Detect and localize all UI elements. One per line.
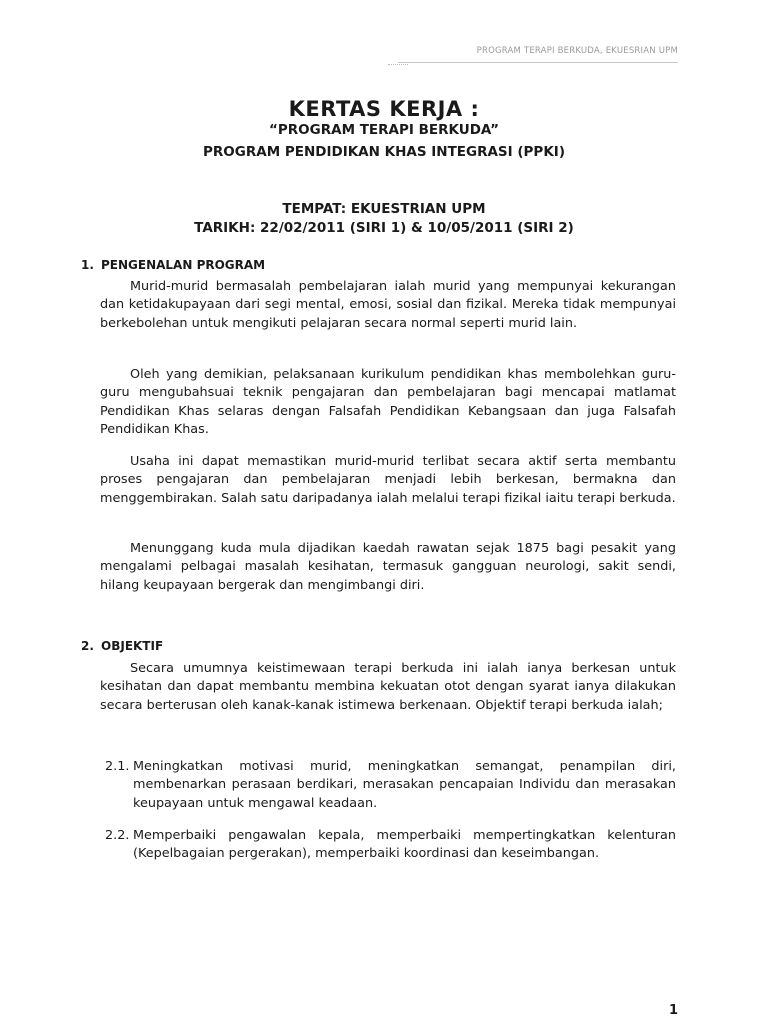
section-heading bbox=[81, 639, 163, 653]
paragraph: Murid-murid bermasalah pembelajaran ialah murid yang mempunyai kekurangan dan ketidakupayaan dari segi mental, emosi, sosial dan fizikal. Mereka tidak mempunyai berkebolehan untuk mengikuti pelajaran secara normal seperti murid lain. bbox=[100, 279, 676, 331]
section-number: 1. bbox=[81, 258, 94, 272]
list-item-text: Memperbaiki pengawalan kepala, memperbaiki mempertingkatkan kelenturan (Kepelbagaian pergerakan), memperbaiki koordinasi dan keseimbangan. bbox=[133, 828, 676, 862]
header-rule bbox=[398, 62, 678, 63]
paragraph: Usaha ini dapat memastikan murid-murid terlibat secara aktif serta membantu proses pengajaran dan pembelajaran menjadi lebih berkesan, bermakna dan menggembirakan. Salah satu daripadanya ialah melalui terapi fizikal iaitu terapi berkuda. bbox=[100, 454, 676, 506]
running-header: PROGRAM TERAPI BERKUDA, EKUESRIAN UPM bbox=[476, 46, 678, 56]
section-heading bbox=[81, 258, 265, 272]
section-title: OBJEKTIF bbox=[101, 639, 164, 653]
list-item bbox=[105, 758, 676, 813]
program-title: “PROGRAM TERAPI BERKUDA” bbox=[269, 122, 499, 138]
section-title: PENGENALAN PROGRAM bbox=[101, 258, 266, 272]
list-item-number: 2.1. bbox=[105, 759, 130, 774]
venue-line: TEMPAT: EKUESTRIAN UPM bbox=[282, 201, 486, 217]
program-subtitle: PROGRAM PENDIDIKAN KHAS INTEGRASI (PPKI) bbox=[203, 144, 565, 160]
paragraph: Secara umumnya keistimewaan terapi berkuda ini ialah ianya berkesan untuk kesihatan dan dapat membantu membina kekuatan otot dengan syarat ianya dilakukan secara berterusan oleh kanak-kanak istimewa berkenaan. Objektif terapi berkuda ialah; bbox=[100, 661, 676, 713]
document-title: KERTAS KERJA : bbox=[288, 97, 480, 121]
date-line: TARIKH: 22/02/2011 (SIRI 1) & 10/05/2011 (SIRI 2) bbox=[194, 220, 574, 236]
paragraph: Menunggang kuda mula dijadikan kaedah rawatan sejak 1875 bagi pesakit yang mengalami pelbagai masalah kesihatan, termasuk gangguan neurologi, sakit sendi, hilang keupayaan bergerak dan mengimbangi diri. bbox=[100, 541, 676, 593]
paragraph: Oleh yang demikian, pelaksanaan kurikulum pendidikan khas membolehkan guru-guru mengubahsuai teknik pengajaran dan pembelajaran bagi mencapai matlamat Pendidikan Khas selaras dengan Falsafah Pendidikan Kebangsaan dan juga Falsafah Pendidikan Khas. bbox=[100, 367, 676, 438]
list-item-text: Meningkatkan motivasi murid, meningkatkan semangat, penampilan diri, membenarkan perasaan berdikari, merasakan pencapaian Individu dan merasakan keupayaan untuk mengawal keadaan. bbox=[133, 759, 676, 811]
list-item-number: 2.2. bbox=[105, 828, 130, 843]
section-number: 2. bbox=[81, 639, 94, 653]
page-number: 1 bbox=[668, 1003, 678, 1018]
list-item bbox=[105, 827, 676, 864]
